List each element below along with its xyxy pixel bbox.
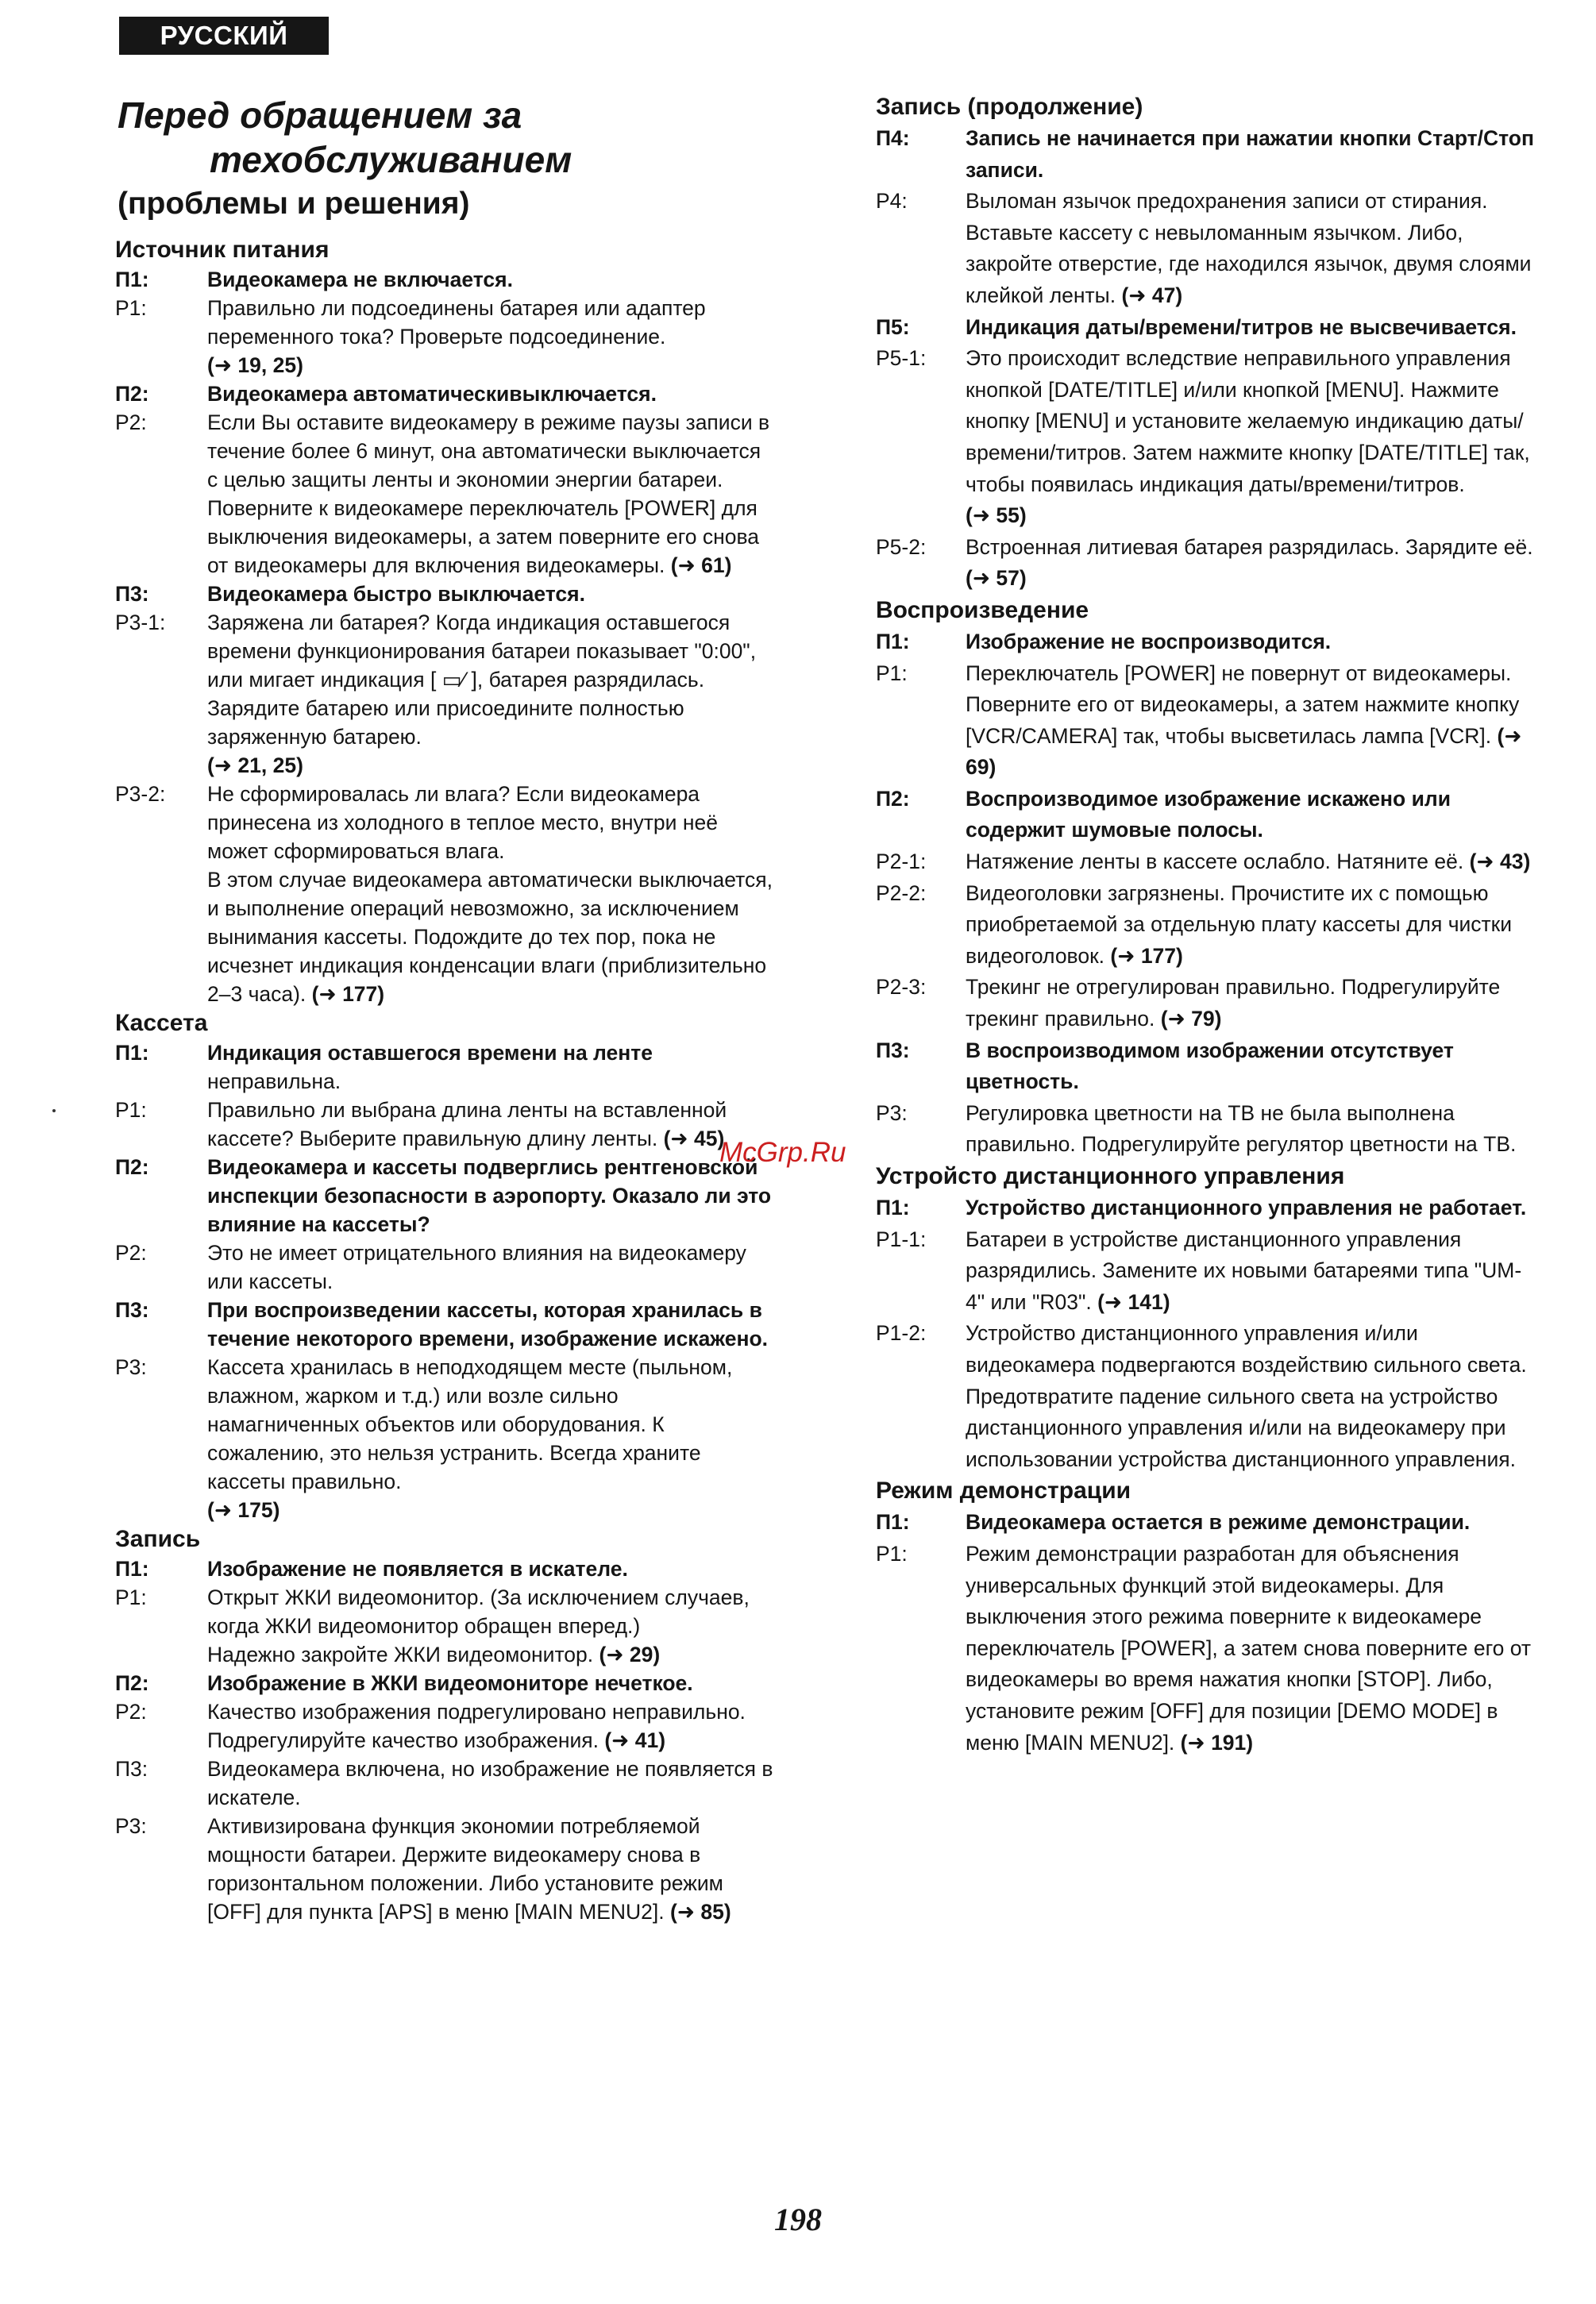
- entry-label: Р5-2:: [876, 534, 927, 559]
- entry-label: П3:: [115, 1298, 149, 1322]
- entry-body: Это не имеет отрицательного влияния на видеокамеру или кассеты.: [207, 1241, 746, 1293]
- question-entry: [876, 1192, 1535, 1224]
- answer-entry: [876, 878, 1535, 973]
- entry-body: Изображение не воспроизводится.: [966, 629, 1332, 653]
- entry-body-plain: неправильна.: [207, 1069, 341, 1093]
- question-entry: [115, 1296, 774, 1353]
- entry-body: Изображение не появляется в искателе.: [207, 1557, 628, 1581]
- entry-label: П2:: [115, 382, 149, 406]
- entry-label: Р3-1:: [115, 611, 166, 634]
- page-reference: (➜ 141): [1097, 1289, 1170, 1314]
- entry-text: [966, 312, 1535, 344]
- page-reference: (➜ 79): [1160, 1007, 1222, 1031]
- entry-body: Режим демонстрации разработан для объяснения универсальных функций этой видеокамеры. Для выключения этого режима поверните к видеокамере переключатель [POWER], а затем снова поверните его от видеокамеры во время нажатия кнопки [STOP]. Либо, установите режим [OFF] для позиции [DEMO MODE] в меню [MAIN MENU2].: [966, 1541, 1532, 1755]
- entry-label: П1:: [115, 268, 149, 291]
- page-reference: (➜ 41): [604, 1728, 666, 1752]
- entry-label: П3:: [115, 582, 149, 606]
- entry-text: [966, 343, 1535, 532]
- entry-text: [966, 1035, 1535, 1098]
- section-heading: Устройсто дистанционного управления: [876, 1163, 1345, 1189]
- entry-label: П1:: [115, 1557, 149, 1581]
- entry-body: Встроенная литиевая батарея разрядилась. Зарядите её.: [966, 534, 1533, 559]
- question-entry: [115, 1669, 774, 1697]
- entry-body: Активизирована функция экономии потребляемой мощности батареи. Держите видеокамеру снова в горизонтальном положении. Либо установите режим [OFF] для пункта [APS] в меню [MAIN MENU2].: [207, 1814, 723, 1924]
- question-entry: [876, 784, 1535, 846]
- entry-body: Если Вы оставите видеокамеру в режиме паузы записи в течение более 6 минут, она автоматически выключается с целью защиты ленты и экономии энергии батареи.: [207, 410, 770, 491]
- question-entry: [876, 626, 1535, 658]
- entry-label: П2:: [115, 1671, 149, 1695]
- entry-label: Р2-1:: [876, 850, 927, 874]
- question-entry: [115, 380, 774, 408]
- entry-label: П1:: [876, 1196, 910, 1219]
- entry-label: Р1:: [876, 661, 908, 685]
- answer-entry: [876, 1539, 1535, 1759]
- entry-text: [207, 1353, 774, 1524]
- entry-text: [207, 1096, 774, 1153]
- entry-label: П1:: [876, 1510, 910, 1535]
- entry-text: [207, 608, 774, 780]
- entry-body: Правильно ли выбрана длина ленты на вставленной кассете? Выберите правильную длину ленты.: [207, 1098, 727, 1150]
- entry-text: [966, 186, 1535, 311]
- entry-body: Видеокамера включена, но изображение не появляется в искателе.: [207, 1757, 773, 1809]
- entry-text: [207, 294, 774, 380]
- entry-label: Р2:: [115, 1700, 147, 1724]
- page-title: [118, 93, 572, 224]
- entry-text: [966, 846, 1535, 878]
- page-reference: (➜ 45): [663, 1127, 725, 1150]
- entry-body-2: Поверните к видеокамере переключатель [POWER] для выключения видеокамеры, а затем поверните его снова от видеокамеры для включения видеокамеры.: [207, 496, 760, 577]
- entry-text: [966, 1192, 1535, 1224]
- page-reference: (➜ 19, 25): [207, 353, 303, 377]
- answer-entry: [876, 532, 1535, 595]
- answer-entry: [876, 658, 1535, 784]
- language-tag: РУССКИЙ ЯЗЫК: [119, 17, 329, 55]
- page-reference: (➜ 69): [966, 723, 1522, 780]
- entry-text: [207, 1153, 774, 1239]
- entry-body: Устройство дистанционного управления не работает.: [966, 1196, 1527, 1219]
- entry-label: Р1-2:: [876, 1321, 927, 1346]
- entry-text: [207, 1812, 774, 1926]
- entry-body: При воспроизведении кассеты, которая хранилась в течение некоторого времени, изображение искажено.: [207, 1298, 769, 1350]
- entry-text: [966, 972, 1535, 1034]
- entry-label: П1:: [876, 629, 910, 653]
- question-entry: [876, 1035, 1535, 1098]
- page-reference: (➜ 177): [311, 982, 385, 1006]
- entry-label: П2:: [876, 786, 910, 811]
- entry-text: [207, 1555, 774, 1583]
- page-reference: (➜ 191): [1180, 1730, 1254, 1755]
- entry-body: Видеокамера не включается.: [207, 268, 513, 291]
- answer-entry: [876, 1098, 1535, 1161]
- entry-label: Р2:: [115, 1241, 147, 1265]
- answer-entry: [115, 1353, 774, 1524]
- right-column: [876, 91, 1535, 1759]
- entry-body: Изображение в ЖКИ видеомониторе нечеткое.: [207, 1671, 693, 1695]
- answer-entry: [115, 1096, 774, 1153]
- entry-text: [207, 1697, 774, 1755]
- page-reference: (➜ 29): [599, 1643, 661, 1666]
- page-reference: (➜ 85): [670, 1900, 731, 1924]
- answer-entry: [876, 1318, 1535, 1475]
- entry-body: Видеокамера автоматическивыключается.: [207, 382, 657, 406]
- entry-label: П3:: [115, 1757, 148, 1781]
- answer-entry: [115, 780, 774, 1008]
- answer-entry: [115, 1583, 774, 1669]
- section-heading: Режим демонстрации: [876, 1478, 1131, 1505]
- title-line-2: техобслуживанием: [210, 139, 572, 180]
- title-line-1: Перед обращением за: [118, 94, 522, 136]
- entry-text: [966, 532, 1535, 595]
- entry-label: Р1:: [115, 296, 147, 320]
- entry-body: Правильно ли подсоединены батарея или адаптер переменного тока? Проверьте подсоединение.: [207, 296, 706, 349]
- answer-entry: [115, 408, 774, 580]
- question-entry: [876, 123, 1535, 186]
- entry-body: Видеокамера остается в режиме демонстрации.: [966, 1510, 1471, 1535]
- question-entry: [876, 1507, 1535, 1539]
- watermark: McGrp.Ru: [719, 1137, 846, 1168]
- entry-label: Р3:: [115, 1355, 147, 1379]
- entry-text: [966, 878, 1535, 973]
- entry-text: [966, 1507, 1535, 1539]
- entry-label: Р2-3:: [876, 975, 927, 1000]
- entry-text: [207, 1755, 774, 1812]
- entry-text: [966, 658, 1535, 784]
- section-heading: Запись: [115, 1526, 201, 1552]
- entry-body: Запись не начинается при нажатии кнопки Старт/Стоп записи.: [966, 126, 1534, 182]
- entry-body: Устройство дистанционного управления и/или видеокамера подвергаются воздействию сильного света. Предотвратите падение сильного света на устройство дистанционного управления и/или на видеокамеру при использовании устройства дистанционного управления.: [966, 1321, 1527, 1471]
- entry-label: Р3:: [876, 1100, 908, 1125]
- page-reference: (➜ 61): [670, 553, 732, 577]
- entry-text: [207, 1239, 774, 1296]
- entry-label: Р1-1:: [876, 1227, 927, 1251]
- entry-body-2: Подрегулируйте качество изображения.: [207, 1728, 599, 1752]
- entry-text: [966, 784, 1535, 846]
- section-heading: Источник питания: [115, 237, 330, 263]
- entry-body-2: Надежно закройте ЖКИ видеомонитор.: [207, 1643, 594, 1666]
- entry-body: Не сформировалась ли влага? Если видеокамера принесена из холодного в теплое место, внутри неё может сформироваться влага.: [207, 782, 718, 863]
- entry-body: Выломан язычок предохранения записи от стирания. Вставьте кассету с невыломанным язычком. Либо, закройте отверстие, где находился язычок, двумя слоями клейкой ленты.: [966, 189, 1532, 307]
- entry-label: Р1:: [876, 1541, 908, 1566]
- page-reference: (➜ 55): [966, 503, 1027, 528]
- entry-body: Натяжение ленты в кассете ослабло. Натяните её.: [966, 850, 1464, 874]
- entry-body: Переключатель [POWER] не повернут от видеокамеры. Поверните его от видеокамеры, а затем нажмите кнопку [VCR/CAMERA] так, чтобы высветилась лампа [VCR].: [966, 661, 1520, 748]
- entry-body: Кассета хранилась в неподходящем месте (пыльном, влажном, жарком и т.д.) или возле сильно намагниченных объектов или оборудования. К сожалению, это нельзя устранить. Всегда храните кассеты правильно.: [207, 1355, 733, 1493]
- section-heading: Воспроизведение: [876, 596, 1089, 623]
- entry-text: [966, 626, 1535, 658]
- entry-body: Индикация оставшегося времени на ленте: [207, 1041, 653, 1065]
- page-reference: (➜ 57): [966, 566, 1027, 591]
- question-entry: [115, 1038, 774, 1096]
- entry-label: Р5-1:: [876, 346, 927, 371]
- entry-label: Р3:: [115, 1814, 147, 1838]
- entry-text: [207, 1296, 774, 1353]
- scan-speck: [52, 1109, 56, 1112]
- entry-text: [966, 1224, 1535, 1319]
- section-heading: Запись (продолжение): [876, 94, 1143, 120]
- page-reference: (➜ 177): [1110, 943, 1183, 968]
- entry-body: Это происходит вследствие неправильного управления кнопкой [DATE/TITLE] и/или кнопкой [MENU]. Нажмите кнопку [MENU] и установите желаемую индикацию даты/времени/титров. Затем нажмите кнопку [DATE/TITLE] так, чтобы появилась индикация даты/времени/титров.: [966, 346, 1530, 496]
- entry-body: Заряжена ли батарея? Когда индикация оставшегося времени функционирования батареи показывает "0:00", или мигает индикация [ ▭⁄ ], батарея разрядилась. Зарядите батарею или присоедините полностью заряженную батарею.: [207, 611, 757, 749]
- page-reference: (➜ 47): [1121, 283, 1183, 307]
- answer-entry: [115, 294, 774, 380]
- entry-text: [207, 1038, 774, 1096]
- entry-label: П5:: [876, 314, 910, 339]
- entry-label: Р2-2:: [876, 880, 927, 905]
- entry-body: Видеокамера быстро выключается.: [207, 582, 585, 606]
- entry-label: П4:: [876, 126, 910, 150]
- page-subtitle: (проблемы и решения): [118, 187, 470, 221]
- answer-entry: [115, 1697, 774, 1755]
- answer-entry: [876, 343, 1535, 532]
- entry-text: [207, 380, 774, 408]
- entry-body: Воспроизводимое изображение искажено или содержит шумовые полосы.: [966, 786, 1451, 842]
- left-column: [115, 235, 774, 1926]
- entry-text: [207, 780, 774, 1008]
- entry-label: Р1:: [115, 1585, 147, 1609]
- entry-label: Р1:: [115, 1098, 147, 1122]
- answer-entry: [876, 1224, 1535, 1319]
- page-number: 198: [774, 2202, 822, 2237]
- entry-text: [207, 265, 774, 294]
- page-reference: (➜ 43): [1469, 850, 1531, 874]
- question-entry: [115, 1153, 774, 1239]
- entry-text: [207, 1669, 774, 1697]
- answer-entry: [115, 1239, 774, 1296]
- entry-body: В воспроизводимом изображении отсутствует цветность.: [966, 1038, 1454, 1094]
- answer-entry: [115, 1812, 774, 1926]
- page-reference: (➜ 175): [207, 1498, 280, 1522]
- entry-body: Открыт ЖКИ видеомонитор. (За исключением случаев, когда ЖКИ видеомонитор обращен вперед.): [207, 1585, 750, 1638]
- answer-entry: [115, 1755, 774, 1812]
- entry-label: П2:: [115, 1155, 149, 1179]
- entry-text: [207, 580, 774, 608]
- entry-label: Р2:: [115, 410, 147, 434]
- answer-entry: [876, 186, 1535, 311]
- entry-label: Р3-2:: [115, 782, 166, 806]
- entry-text: [966, 1539, 1535, 1759]
- entry-label: Р4:: [876, 189, 908, 214]
- section-heading: Кассета: [115, 1010, 208, 1036]
- entry-label: П3:: [876, 1038, 910, 1062]
- entry-text: [966, 123, 1535, 186]
- answer-entry: [876, 972, 1535, 1034]
- entry-body: Качество изображения подрегулировано неправильно.: [207, 1700, 746, 1724]
- question-entry: [876, 312, 1535, 344]
- page-reference: (➜ 21, 25): [207, 753, 303, 777]
- entry-label: П1:: [115, 1041, 149, 1065]
- entry-body: Регулировка цветности на ТВ не была выполнена правильно. Подрегулируйте регулятор цветности на ТВ.: [966, 1100, 1517, 1157]
- entry-body: Трекинг не отрегулирован правильно. Подрегулируйте трекинг правильно.: [966, 975, 1501, 1031]
- entry-body-2: В этом случае видеокамера автоматически выключается, и выполнение операций невозможно, за исключением вынимания кассеты. Подождите до тех пор, пока не исчезнет индикация конденсации влаги (приблизительно 2–3 часа).: [207, 868, 773, 1006]
- question-entry: [115, 1555, 774, 1583]
- entry-text: [966, 1098, 1535, 1161]
- question-entry: [115, 265, 774, 294]
- entry-text: [966, 1318, 1535, 1475]
- answer-entry: [115, 608, 774, 780]
- entry-body: Видеокамера и кассеты подверглись рентгеновской инспекции безопасности в аэропорту. Оказало ли это влияние на кассеты?: [207, 1155, 772, 1236]
- entry-text: [207, 1583, 774, 1669]
- entry-body: Видеоголовки загрязнены. Прочистите их с помощью приобретаемой за отдельную плату кассеты для чистки видеоголовок.: [966, 880, 1513, 968]
- question-entry: [115, 580, 774, 608]
- entry-body: Индикация даты/времени/титров не высвечивается.: [966, 314, 1517, 339]
- answer-entry: [876, 846, 1535, 878]
- entry-body: Батареи в устройстве дистанционного управления разрядились. Замените их новыми батареями типа "UM-4" или "R03".: [966, 1227, 1522, 1314]
- entry-text: [207, 408, 774, 580]
